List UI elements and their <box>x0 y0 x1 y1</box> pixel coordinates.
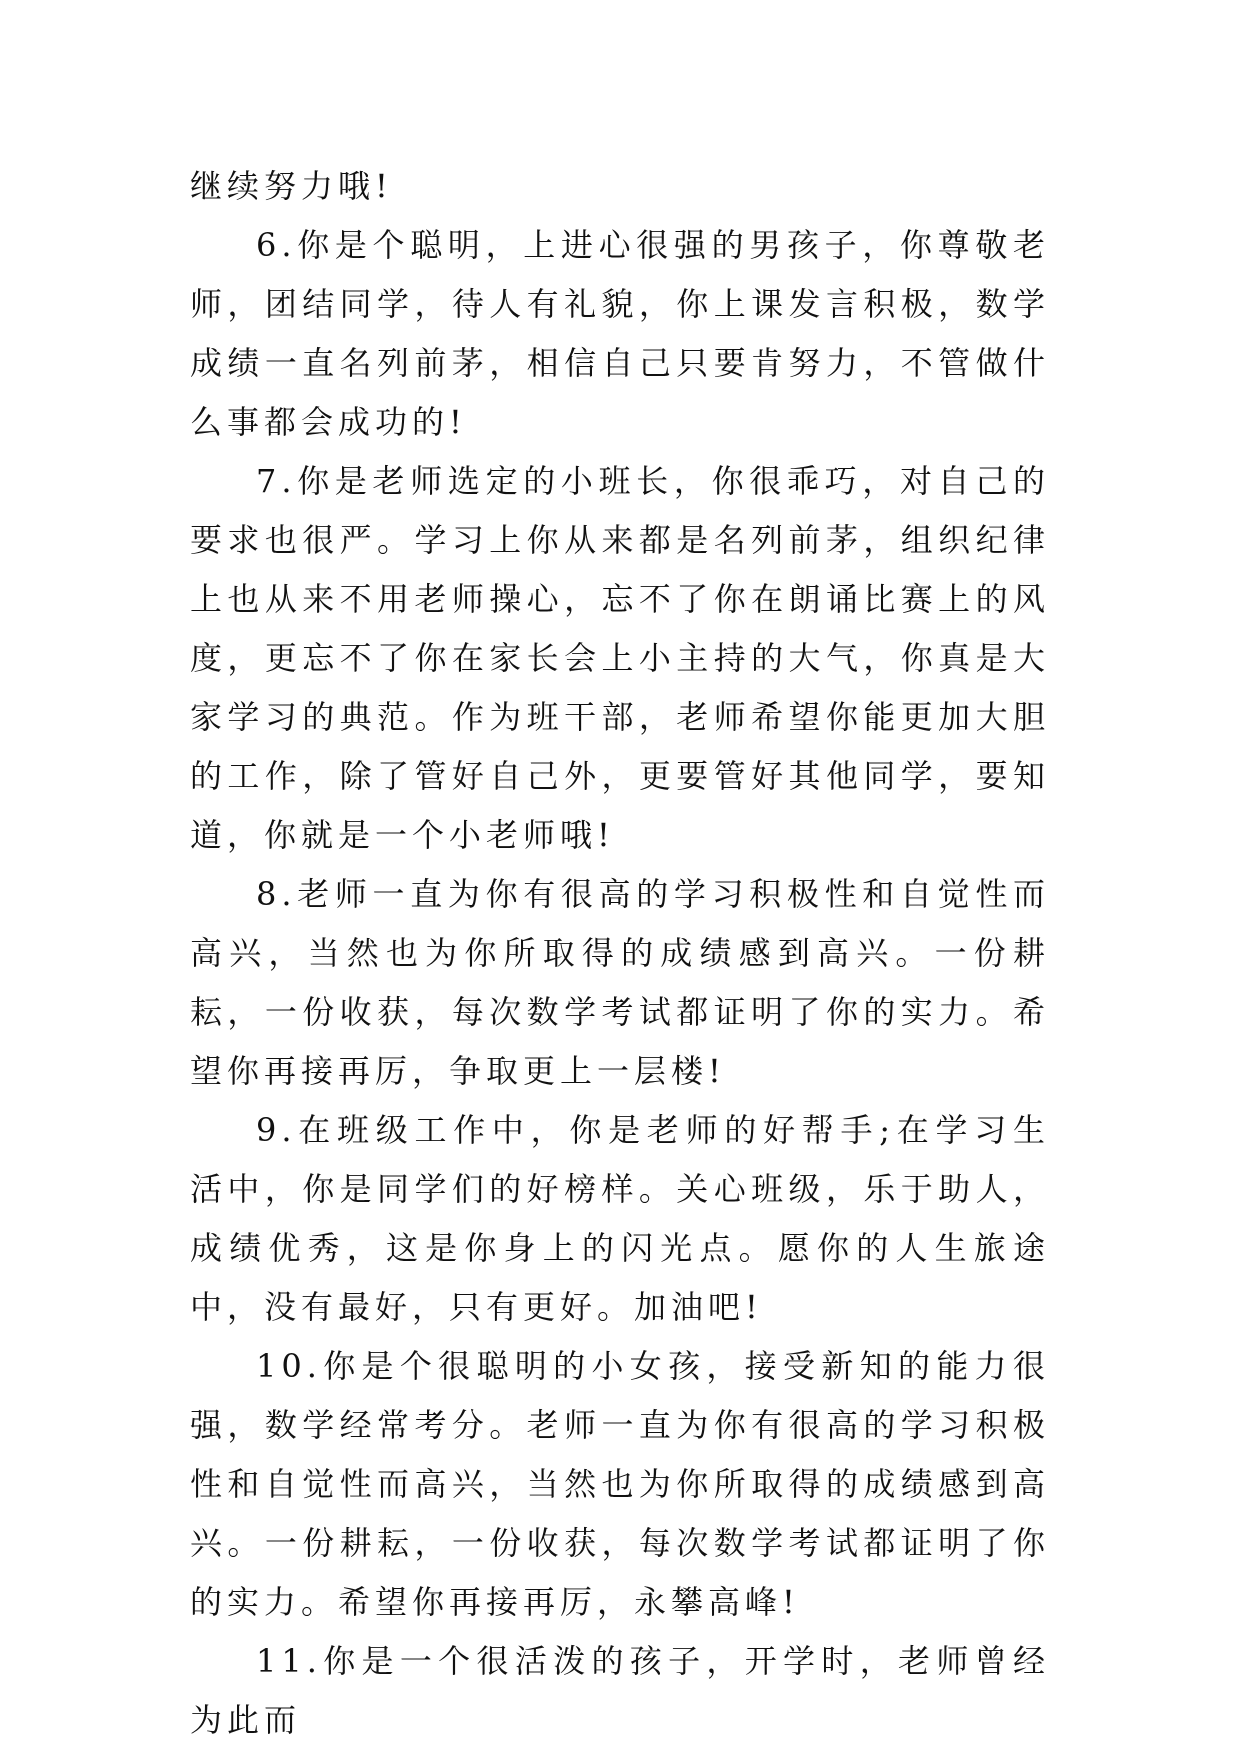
paragraph-10: 10.你是个很聪明的小女孩，接受新知的能力很强，数学经常考分。老师一直为你有很高的学习积极性和自觉性而高兴，当然也为你所取得的成绩感到高兴。一份耕耘，一份收获，每次数学考试都证明了你的实力。希望你再接再厉，永攀高峰! <box>190 1347 1050 1621</box>
paragraph-8: 8.老师一直为你有很高的学习积极性和自觉性而高兴，当然也为你所取得的成绩感到高兴。一份耕耘，一份收获，每次数学考试都证明了你的实力。希望你再接再厉，争取更上一层楼! <box>190 875 1050 1090</box>
paragraph-11: 11.你是一个很活泼的孩子，开学时，老师曾经为此而 <box>190 1642 1050 1739</box>
paragraph-7: 7.你是老师选定的小班长，你很乖巧，对自己的要求也很严。学习上你从来都是名列前茅，组织纪律上也从来不用老师操心，忘不了你在朗诵比赛上的风度，更忘不了你在家长会上小主持的大气，你真是大家学习的典范。作为班干部，老师希望你能更加大胆的工作，除了管好自己外，更要管好其他同学，要知道，你就是一个小老师哦! <box>190 462 1050 854</box>
paragraph-6: 6.你是个聪明，上进心很强的男孩子，你尊敬老师，团结同学，待人有礼貌，你上课发言积极，数学成绩一直名列前茅，相信自己只要肯努力，不管做什么事都会成功的! <box>190 226 1050 441</box>
document-body <box>190 157 1050 1750</box>
paragraph-9: 9.在班级工作中，你是老师的好帮手;在学习生活中，你是同学们的好榜样。关心班级，乐于助人，成绩优秀，这是你身上的闪光点。愿你的人生旅途中，没有最好，只有更好。加油吧! <box>190 1111 1050 1326</box>
paragraph-continuation: 继续努力哦! <box>190 167 393 205</box>
